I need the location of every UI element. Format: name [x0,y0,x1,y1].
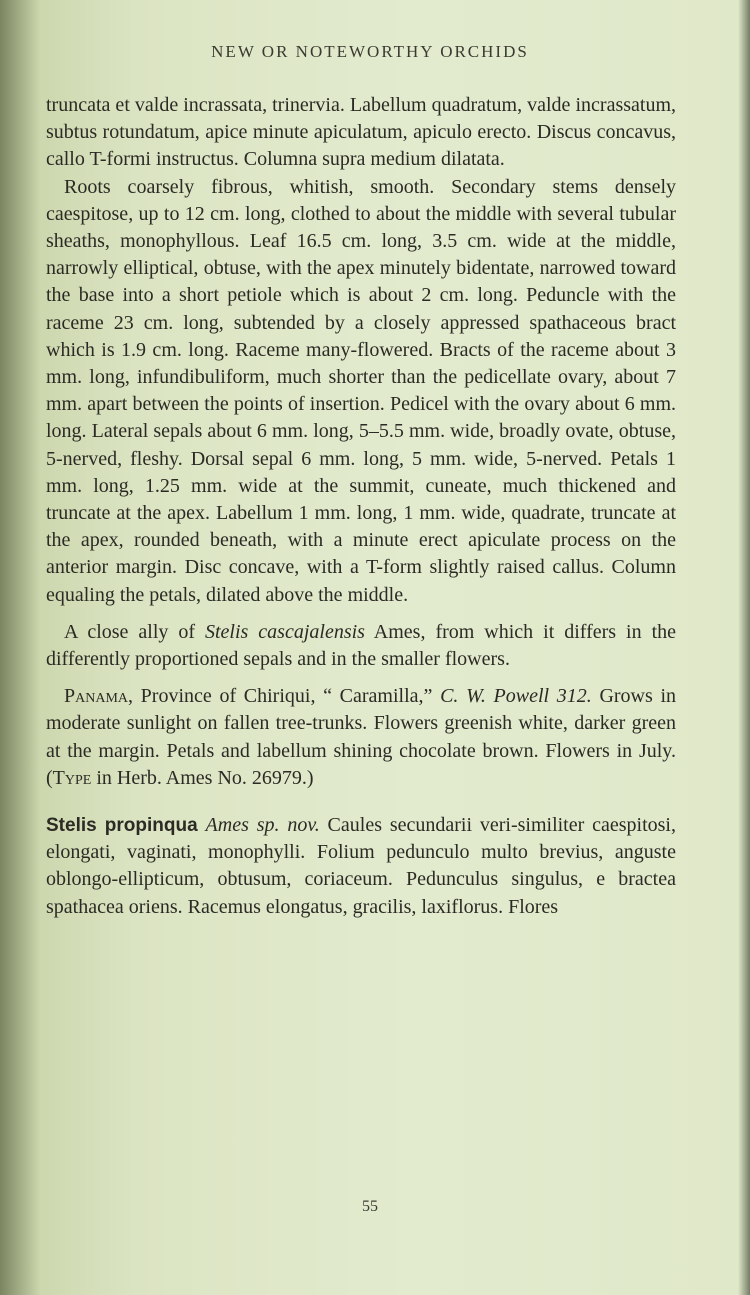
new-species-paragraph [46,812,676,921]
related-species: Stelis cascajalensis [204,620,365,643]
running-header: NEW OR NOTEWORTHY ORCHIDS [211,42,529,61]
locality-text-1: , Province of Chiriqui, “ Caramilla,” [128,685,441,708]
type-label: Type [52,766,92,789]
latin-description-end: truncata et valde incrassata, trinervia. Labellum quadratum, valde incrassatum, subtus rotundatum, apice minute apiculatum, apiculo erecto. Discus concavus, callo T-formi instructus. Columna supra medium dilatata. [46,94,676,171]
binding-shadow [0,0,40,1295]
page-number: 55 [362,1198,378,1215]
new-species-text: Caules secundarii veri-similiter caespitosi, elongati, vaginati, monophylli. Folium pedunculo multo brevius, anguste oblongo-ellipticum, obtusum, coriaceum. Pedunculus singulus, e bractea spathacea oriens. Racemus elongatus, gracilis, laxiflorus. Flores [46,814,676,918]
locality-text-3: in Herb. Ames No. 26979.) [91,766,314,789]
locality-paragraph [46,683,676,792]
page-edge-shadow [738,0,750,1295]
english-description: Roots coarsely fibrous, whitish, smooth. Secondary stems densely caespitose, up to 12 cm. long, clothed to about the middle with several tubular sheaths, monophyllous. Leaf 16.5 cm. long, 3.5 cm. wide at the middle, narrowly elliptical, obtuse, with the apex minutely bidentate, narrowed toward the base into a short petiole which is about 2 cm. long. Peduncle with the raceme 23 cm. long, subtended by a closely appressed spathaceous bract which is 1.9 cm. long. Raceme many-flowered. Bracts of the raceme about 3 mm. long, infundibuliform, much shorter than the pedicellate ovary, about 7 mm. apart between the points of insertion. Pedicel with the ovary about 6 mm. long. Lateral sepals about 6 mm. long, 5–5.5 mm. wide, broadly ovate, obtuse, 5-nerved, fleshy. Dorsal sepal 6 mm. long, 5 mm. wide, 5-nerved. Petals 1 mm. long, 1.25 mm. wide at the summit, cuneate, much thickened and truncate at the apex. Labellum 1 mm. long, 1 mm. wide, quadrate, truncate at the apex, rounded beneath, with a minute erect apiculate process on the anterior margin. Disc concave, with a T-form slightly raised callus. Column equaling the petals, dilated above the middle. [46,175,676,606]
body-text [46,92,676,921]
affinity-pre: A close ally of [64,620,205,643]
affinity-post: Ames, from which it differs in the differently proportioned sepals and in the smaller flowers. [46,620,676,671]
new-species-author: Ames sp. nov. [205,814,320,837]
collector: C. W. Powell 312. [440,685,592,708]
locality-text-2: Grows in moderate sunlight on fallen tree-trunks. Flowers greenish white, darker green at the margin. Petals and labellum shining chocolate brown. Flowers in July. ( [46,685,677,789]
affinity-paragraph [46,619,676,673]
locality-country: Panama [64,685,129,708]
new-species-name: Stelis propinqua [46,815,198,837]
